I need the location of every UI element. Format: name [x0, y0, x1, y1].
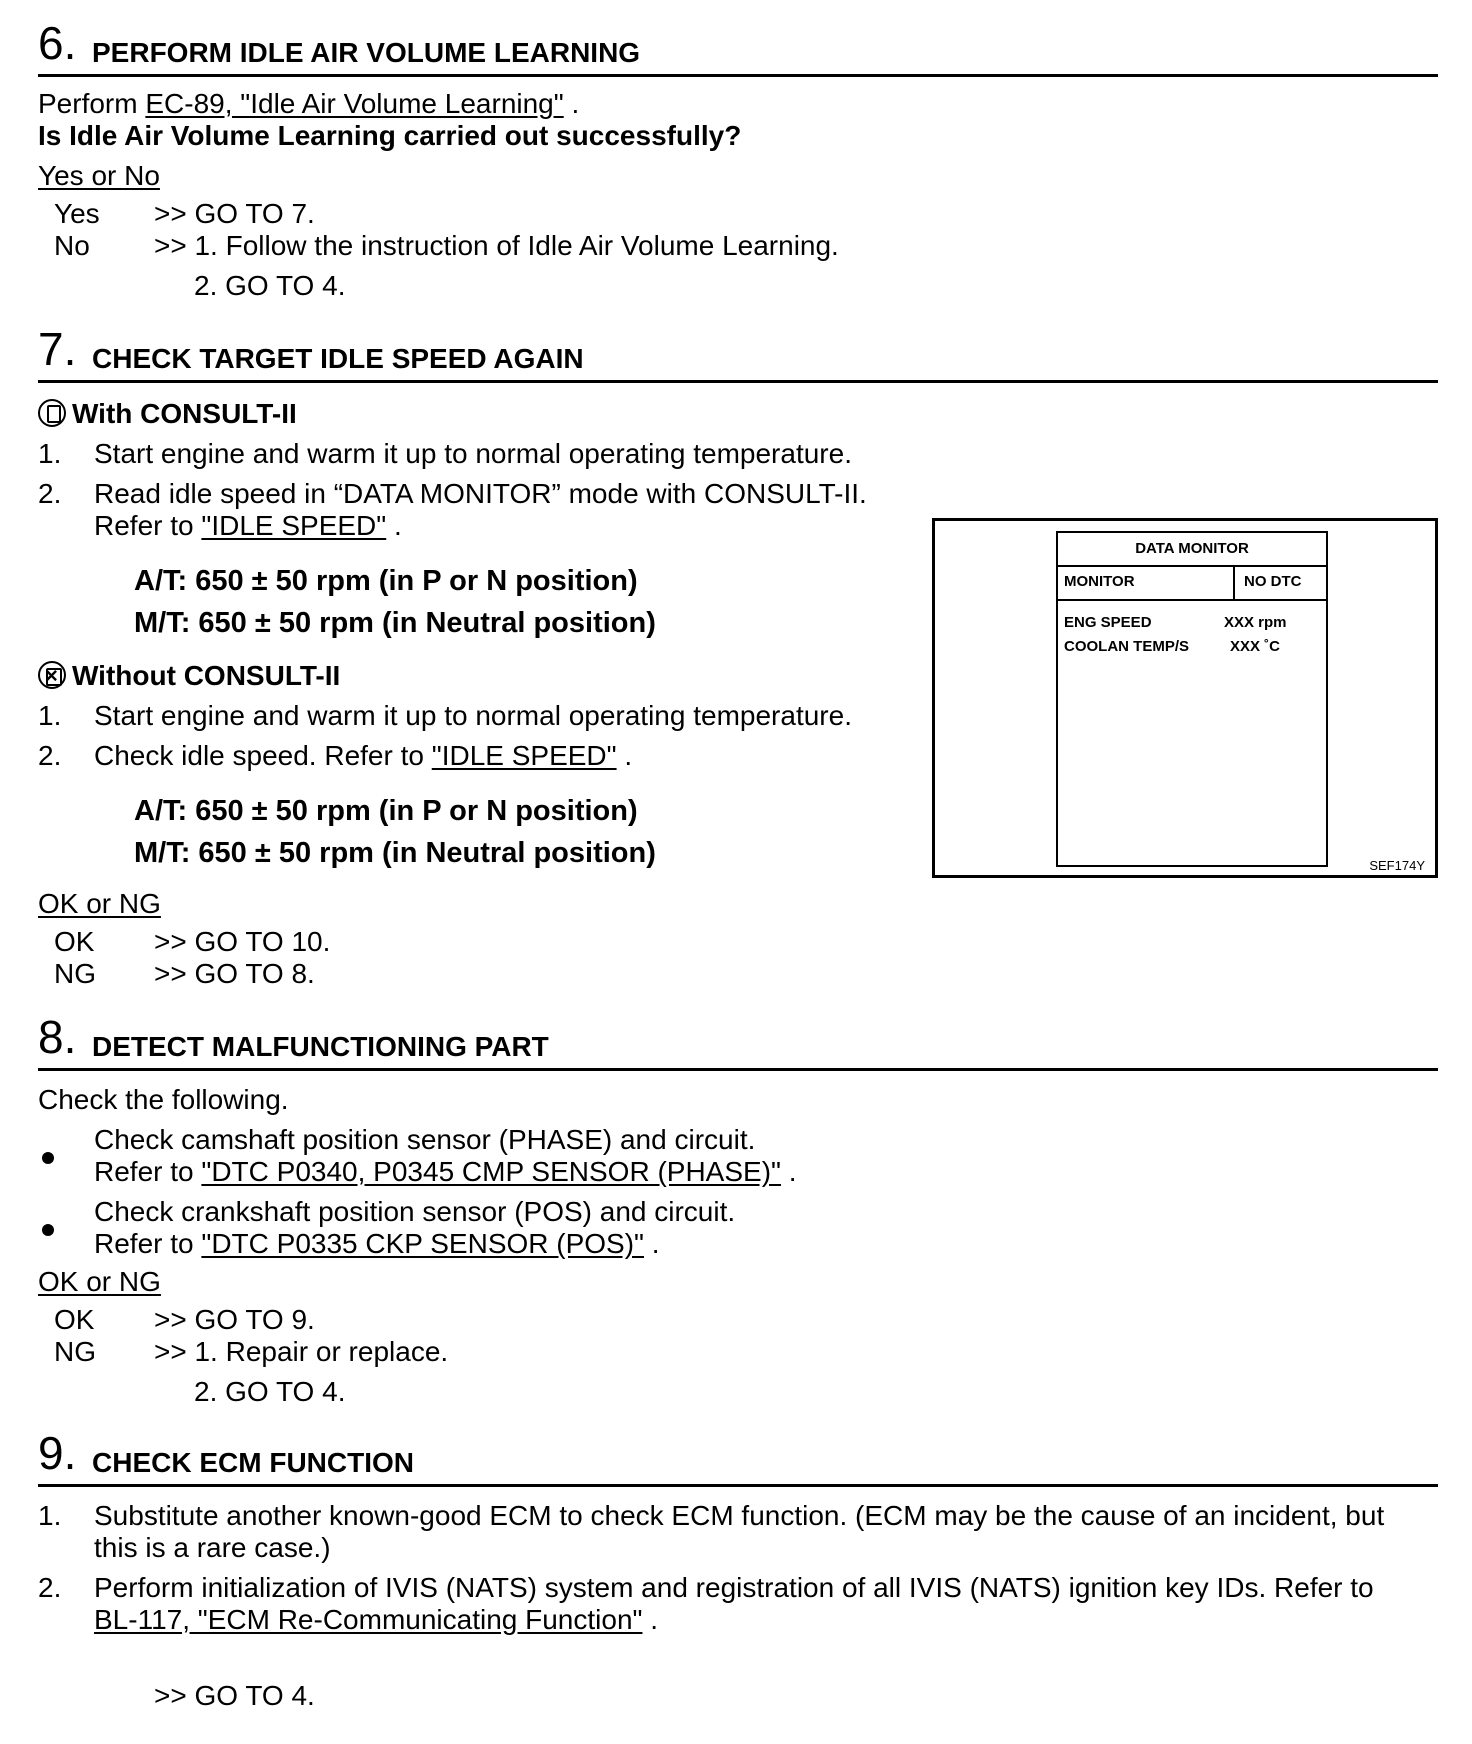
- section-6-question: Is Idle Air Volume Learning carried out successfully?: [38, 120, 742, 151]
- item2-text: Check crankshaft position sensor (POS) and circuit.: [94, 1196, 736, 1227]
- ng-action-2: >> 1. Repair or replace.: [154, 1336, 449, 1367]
- ng-label-2: NG: [54, 1336, 96, 1367]
- item1-text: Check camshaft position sensor (PHASE) and circuit.: [94, 1124, 756, 1155]
- yes-action: >> GO TO 7.: [154, 198, 315, 229]
- s9-step2-number: 2.: [38, 1572, 62, 1603]
- item1-refer-to: Refer to: [94, 1156, 194, 1187]
- ok-action-2: >> GO TO 9.: [154, 1304, 315, 1335]
- item2-end: .: [651, 1228, 660, 1259]
- ok-label: OK: [54, 926, 95, 957]
- item1-end: .: [788, 1156, 797, 1187]
- no-label: No: [54, 230, 90, 261]
- without-consult-heading: [38, 660, 340, 692]
- section-8-number: 8.: [38, 1011, 77, 1063]
- section-7-header: [38, 320, 1438, 383]
- section-8-title: DETECT MALFUNCTIONING PART: [92, 1031, 549, 1062]
- idle-speed-link[interactable]: "IDLE SPEED": [201, 510, 387, 541]
- section-6-header: [38, 14, 1438, 77]
- without-step2-text: Check idle speed. Refer to: [94, 740, 424, 771]
- with-consult-title: With CONSULT-II: [72, 398, 297, 429]
- ok-label-2: OK: [54, 1304, 95, 1335]
- ok-or-ng-label-2: OK or NG: [38, 1266, 161, 1297]
- no-consult-icon: [38, 661, 66, 689]
- coolant-temp-label: COOLAN TEMP/S: [1064, 638, 1190, 655]
- consult-icon: [38, 399, 66, 427]
- perform-end: .: [571, 88, 580, 119]
- section-8-header: [38, 1008, 1438, 1071]
- bullet-2: [42, 1224, 54, 1236]
- ckp-sensor-link[interactable]: "DTC P0335 CKP SENSOR (POS)": [201, 1228, 644, 1259]
- ng-action: >> GO TO 8.: [154, 958, 315, 989]
- idle-speed-link-2[interactable]: "IDLE SPEED": [431, 740, 617, 771]
- coolant-temp-value: XXX ˚C: [1230, 638, 1281, 655]
- perform-text: Perform: [38, 88, 138, 119]
- section-9-header: [38, 1424, 1438, 1487]
- without-step1-number: 1.: [38, 700, 62, 731]
- s9-step2-text-a: Perform initialization of IVIS (NATS) system and registration of all IVIS (NATS) ignition key IDs. Refer to: [94, 1572, 1374, 1603]
- monitor-column: MONITOR: [1064, 573, 1135, 590]
- ng-label: NG: [54, 958, 96, 989]
- yes-label: Yes: [54, 198, 100, 229]
- spec-at: A/T: 650 ± 50 rpm (in P or N position): [134, 565, 638, 597]
- with-step2-ref: [94, 510, 402, 542]
- s9-step1-number: 1.: [38, 1500, 62, 1531]
- no-action-step2: 2. GO TO 4.: [194, 270, 346, 301]
- no-action: >> 1. Follow the instruction of Idle Air Volume Learning.: [154, 230, 839, 261]
- without-step2-line: [94, 740, 632, 772]
- section-6-title: PERFORM IDLE AIR VOLUME LEARNING: [92, 37, 641, 68]
- figure-id: SEF174Y: [1369, 858, 1425, 873]
- spec-mt-2: M/T: 650 ± 50 rpm (in Neutral position): [134, 837, 656, 869]
- with-consult-heading: [38, 398, 297, 430]
- with-step2-text: Read idle speed in “DATA MONITOR” mode with CONSULT-II.: [94, 478, 867, 509]
- without-step1-text: Start engine and warm it up to normal operating temperature.: [94, 700, 852, 731]
- s9-final-action: >> GO TO 4.: [154, 1680, 315, 1711]
- ok-action: >> GO TO 10.: [154, 926, 331, 957]
- item2-ref: [94, 1228, 660, 1260]
- eng-speed-label: ENG SPEED: [1064, 614, 1152, 631]
- spec-mt: M/T: 650 ± 50 rpm (in Neutral position): [134, 607, 656, 639]
- column-divider: [1233, 565, 1235, 599]
- section-9-title: CHECK ECM FUNCTION: [92, 1447, 414, 1478]
- section-7-title: CHECK TARGET IDLE SPEED AGAIN: [92, 343, 584, 374]
- screen-header-row: [1058, 565, 1326, 601]
- consult-screen: [1056, 531, 1328, 867]
- ng-action-2-step2: 2. GO TO 4.: [194, 1376, 346, 1407]
- spec-at-2: A/T: 650 ± 50 rpm (in P or N position): [134, 795, 638, 827]
- cmp-sensor-link[interactable]: "DTC P0340, P0345 CMP SENSOR (PHASE)": [201, 1156, 781, 1187]
- without-step2-number: 2.: [38, 740, 62, 771]
- perform-line: [38, 88, 579, 120]
- yes-or-no-label: Yes or No: [38, 160, 160, 191]
- without-consult-title: Without CONSULT-II: [72, 660, 341, 691]
- with-step2-number: 2.: [38, 478, 62, 509]
- ok-or-ng-label: OK or NG: [38, 888, 161, 919]
- screen-title: DATA MONITOR: [1058, 533, 1326, 567]
- with-step1-text: Start engine and warm it up to normal operating temperature.: [94, 438, 852, 469]
- data-monitor-figure: [932, 518, 1438, 878]
- refer-to-text: Refer to: [94, 510, 194, 541]
- bullet-1: [42, 1152, 54, 1164]
- ref-end: .: [394, 510, 402, 541]
- idle-air-volume-learning-link[interactable]: EC-89, "Idle Air Volume Learning": [145, 88, 564, 119]
- section-9-number: 9.: [38, 1427, 77, 1479]
- s9-step1-text-a: Substitute another known-good ECM to check ECM function. (ECM may be the cause of an incident, but: [94, 1500, 1385, 1531]
- section-8-intro: Check the following.: [38, 1084, 289, 1115]
- s9-step2-end: .: [650, 1604, 659, 1635]
- item2-refer-to: Refer to: [94, 1228, 194, 1259]
- section-6-number: 6.: [38, 17, 77, 69]
- section-7-number: 7.: [38, 323, 77, 375]
- s9-step1-text-b: this is a rare case.): [94, 1532, 331, 1563]
- s9-step2-ref: [94, 1604, 658, 1636]
- no-dtc-column: NO DTC: [1244, 573, 1302, 590]
- item1-ref: [94, 1156, 797, 1188]
- ref-end-2: .: [624, 740, 633, 771]
- with-step1-number: 1.: [38, 438, 62, 469]
- eng-speed-value: XXX rpm: [1224, 614, 1287, 631]
- ecm-recommunicating-link[interactable]: BL-117, "ECM Re-Communicating Function": [94, 1604, 643, 1635]
